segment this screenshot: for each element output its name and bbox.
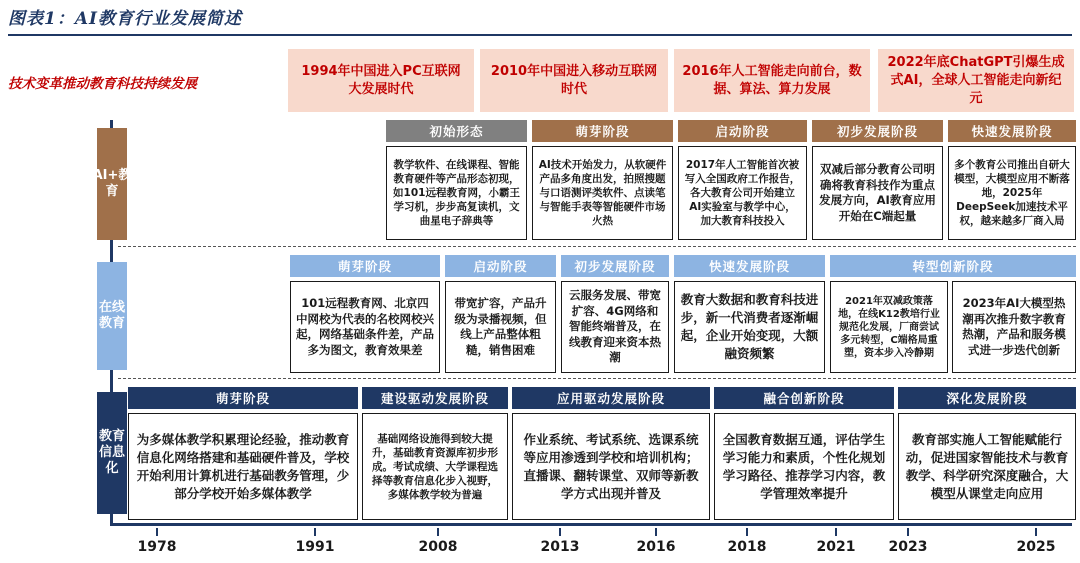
category-education-informatization: 教育信息化 — [97, 392, 127, 514]
online-stage-start-text: 带宽扩容，产品升级为录播视频，但线上产品整体粗糙，销售困难 — [445, 281, 556, 373]
online-stage-sprout-header: 萌芽阶段 — [290, 255, 440, 277]
ai-stage-start-header: 启动阶段 — [678, 120, 807, 142]
year-tick — [559, 528, 561, 536]
online-stage-start-header: 启动阶段 — [445, 255, 556, 277]
ai-stage-early-growth-header: 初步发展阶段 — [812, 120, 943, 142]
year-label: 2016 — [636, 539, 676, 555]
year-label: 2018 — [727, 539, 767, 555]
era-mobile-internet: 2010年中国进入移动互联网时代 — [480, 49, 668, 112]
online-stage-rapid-growth-header: 快速发展阶段 — [674, 255, 825, 277]
year-tick — [835, 528, 837, 536]
edu-stage-construction-header: 建设驱动发展阶段 — [362, 387, 508, 409]
page-title: 图表1：AI教育行业发展简述 — [8, 9, 242, 29]
edu-stage-integration-text: 全国教育数据互通，评估学生学习能力和素质，个性化规划学习路径、推荐学习内容，教学管理效率提升 — [714, 413, 894, 520]
year-label: 1991 — [295, 539, 335, 555]
edu-stage-sprout-text: 为多媒体教学积累理论经验，推动教育信息化网络搭建和基础硬件普及，学校开始利用计算机进行基础教务管理，少部分学校开始多媒体教学 — [128, 413, 358, 520]
year-tick — [437, 528, 439, 536]
year-tick — [655, 528, 657, 536]
ai-stage-sprout-header: 萌芽阶段 — [532, 120, 673, 142]
online-stage-sprout-text: 101远程教育网、北京四中网校为代表的名校网校兴起，网络基础条件差，产品多为图文，教育效果差 — [290, 281, 440, 373]
online-stage-early-growth-text: 云服务发展、带宽扩容、4G网络和智能终端普及，在线教育迎来资本热潮 — [561, 281, 669, 373]
edu-stage-construction-text: 基础网络设施得到较大提升，基础教育资源库初步形成。考试成绩、大学课程选择等教育信息化步入视野，多媒体教学较为普遍 — [362, 413, 508, 520]
ai-stage-initial-header: 初始形态 — [386, 120, 527, 142]
online-stage-transform-header: 转型创新阶段 — [830, 255, 1076, 277]
era-ai: 2016年人工智能走向前台，数据、算法、算力发展 — [674, 49, 870, 112]
title-rule — [8, 34, 1072, 36]
year-label: 2008 — [418, 539, 458, 555]
year-tick — [314, 528, 316, 536]
edu-stage-deepening-text: 教育部实施人工智能赋能行动，促进国家智能技术与教育教学、科学研究深度融合，大模型从课堂走向应用 — [898, 413, 1076, 520]
year-label: 2013 — [540, 539, 580, 555]
year-label: 2021 — [816, 539, 856, 555]
category-online-education: 在线教育 — [97, 262, 127, 370]
edu-stage-application-header: 应用驱动发展阶段 — [512, 387, 710, 409]
ai-stage-rapid-growth-text: 多个教育公司推出自研大模型，大模型应用不断落地，2025年DeepSeek加速技术平权，越来越多厂商入局 — [948, 146, 1076, 240]
subtitle: 技术变革推动教育科技持续发展 — [8, 76, 197, 92]
year-label: 2023 — [888, 539, 928, 555]
edu-stage-integration-header: 融合创新阶段 — [714, 387, 894, 409]
edu-stage-sprout-header: 萌芽阶段 — [128, 387, 358, 409]
row-divider — [118, 378, 1076, 379]
ai-stage-early-growth-text: 双减后部分教育公司明确将教育科技作为重点发展方向，AI教育应用开始在C端起量 — [812, 146, 943, 240]
online-stage-rapid-growth-text: 教育大数据和教育科技进步，新一代消费者逐渐崛起，企业开始变现，大额融资频繁 — [674, 281, 825, 373]
year-tick — [156, 528, 158, 536]
ai-stage-sprout-text: AI技术开始发力，从软硬件产品多角度出发，拍照搜题与口语测评类软件、点读笔与智能手表等智能硬件市场火热 — [532, 146, 673, 240]
timeline-axis — [110, 523, 1072, 526]
year-label: 1978 — [137, 539, 177, 555]
year-label: 2025 — [1016, 539, 1056, 555]
online-stage-transform-text-a: 2021年双减政策落地，在线K12教培行业规范化发展，厂商尝试多元转型，C端格局重塑，资本步入冷静期 — [830, 281, 948, 373]
online-stage-transform-text-b: 2023年AI大模型热潮再次推升数字教育热潮，产品和服务模式进一步迭代创新 — [952, 281, 1076, 373]
year-tick — [746, 528, 748, 536]
year-tick — [1035, 528, 1037, 536]
ai-stage-rapid-growth-header: 快速发展阶段 — [948, 120, 1076, 142]
era-pc-internet: 1994年中国进入PC互联网大发展时代 — [288, 49, 474, 112]
online-stage-early-growth-header: 初步发展阶段 — [561, 255, 669, 277]
era-generative-ai: 2022年底ChatGPT引爆生成式AI，全球人工智能走向新纪元 — [878, 49, 1074, 112]
row-divider — [118, 246, 1076, 247]
year-tick — [907, 528, 909, 536]
edu-stage-application-text: 作业系统、考试系统、选课系统等应用渗透到学校和培训机构；直播课、翻转课堂、双师等新教学方式出现并普及 — [512, 413, 710, 520]
category-ai-education: AI+教育 — [97, 128, 127, 240]
edu-stage-deepening-header: 深化发展阶段 — [898, 387, 1076, 409]
ai-stage-initial-text: 教学软件、在线课程、智能教育硬件等产品形态初现，如101远程教育网，小霸王学习机，步步高复读机，文曲星电子辞典等 — [386, 146, 527, 240]
ai-stage-start-text: 2017年人工智能首次被写入全国政府工作报告，各大教育公司开始建立AI实验室与教学中心，加大教育科技投入 — [678, 146, 807, 240]
